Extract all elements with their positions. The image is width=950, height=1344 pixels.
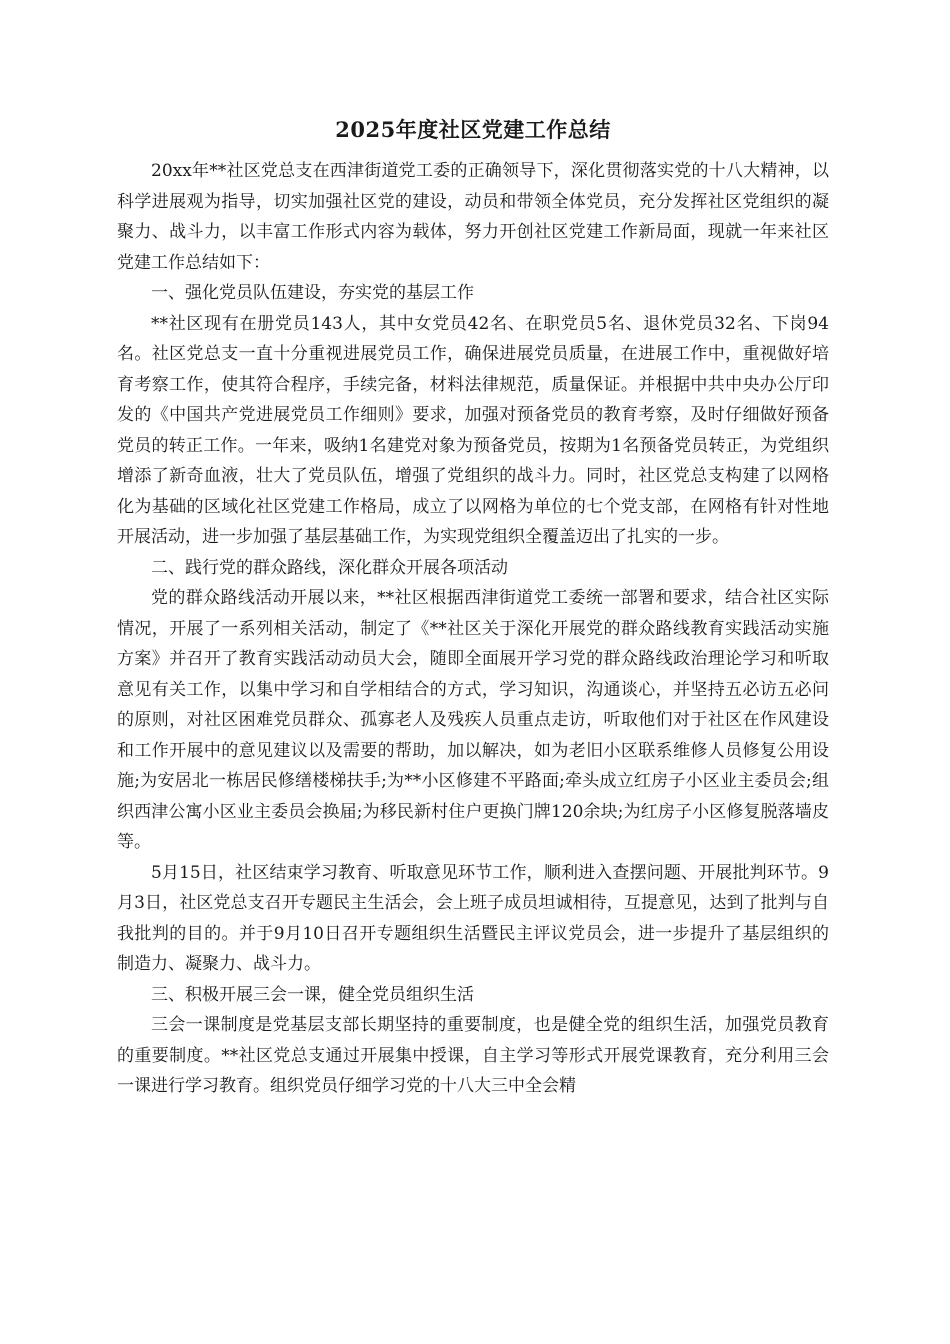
paragraph-intro: 20xx年**社区党总支在西津街道党工委的正确领导下，深化贯彻落实党的十八大精神，以科学进展观为指导，切实加强社区党的建设，动员和带领全体党员，充分发挥社区党组织的凝聚力、战斗力，以丰富工作形式内容为载体，努力开创社区党建工作新局面，现就一年来社区党建工作总结如下：	[117, 161, 829, 273]
section-heading-3: 三、积极开展三会一课，健全党员组织生活	[151, 984, 474, 1005]
section-heading-1: 一、强化党员队伍建设，夯实党的基层工作	[151, 283, 474, 303]
document-title: 2025年度社区党建工作总结	[335, 117, 611, 142]
section-heading-2: 二、践行党的群众路线，深化群众开展各项活动	[151, 557, 508, 578]
paragraph-section-2a: 党的群众路线活动开展以来，**社区根据西津街道党工委统一部署和要求，结合社区实际情况，开展了一系列相关活动，制定了《**社区关于深化开展党的群众路线教育实践活动实施方案》并召开了教育实践活动动员大会，随即全面展开学习党的群众路线政治理论学习和听取意见有关工作，以集中学习和自学相结合的方式，学习知识，沟通谈心，并坚持五必访五必问的原则，对社区困难党员群众、孤寡老人及残疾人员重点走访，听取他们对于社区在作风建设和工作开展中的意见建议以及需要的帮助，加以解决，如为老旧小区联系维修人员修复公用设施;为安居北一栋居民修缮楼梯扶手;为**小区修建不平路面;牵头成立红房子小区业主委员会;组织西津公寓小区业主委员会换届;为移民新村住户更换门牌120余块;为红房子小区修复脱落墙皮等。	[117, 588, 829, 852]
paragraph-section-3: 三会一课制度是党基层支部长期坚持的重要制度，也是健全党的组织生活，加强党员教育的重要制度。**社区党总支通过开展集中授课，自主学习等形式开展党课教育，充分利用三会一课进行学习教育。组织党员仔细学习党的十八大三中全会精	[117, 1015, 829, 1096]
paragraph-section-2b: 5月15日，社区结束学习教育、听取意见环节工作，顺利进入查摆问题、开展批判环节。9月3日，社区党总支召开专题民主生活会，会上班子成员坦诚相待，互提意见，达到了批判与自我批判的目的。并于9月10日召开专题组织生活暨民主评议党员会，进一步提升了基层组织的制造力、凝聚力、战斗力。	[117, 862, 829, 974]
document-page	[117, 112, 829, 1102]
paragraph-section-1: **社区现有在册党员143人，其中女党员42名、在职党员5名、退休党员32名、下岗94名。社区党总支一直十分重视进展党员工作，确保进展党员质量，在进展工作中，重视做好培育考察工作，使其符合程序，手续完备，材料法律规范，质量保证。并根据中共中央办公厅印发的《中国共产党进展党员工作细则》要求，加强对预备党员的教育考察，及时仔细做好预备党员的转正工作。一年来，吸纳1名建党对象为预备党员，按期为1名预备党员转正，为党组织增添了新奇血液，壮大了党员队伍，增强了党组织的战斗力。同时，社区党总支构建了以网格化为基础的区域化社区党建工作格局，成立了以网格为单位的七个党支部，在网格有针对性地开展活动，进一步加强了基层基础工作，为实现党组织全覆盖迈出了扎实的一步。	[117, 313, 829, 547]
